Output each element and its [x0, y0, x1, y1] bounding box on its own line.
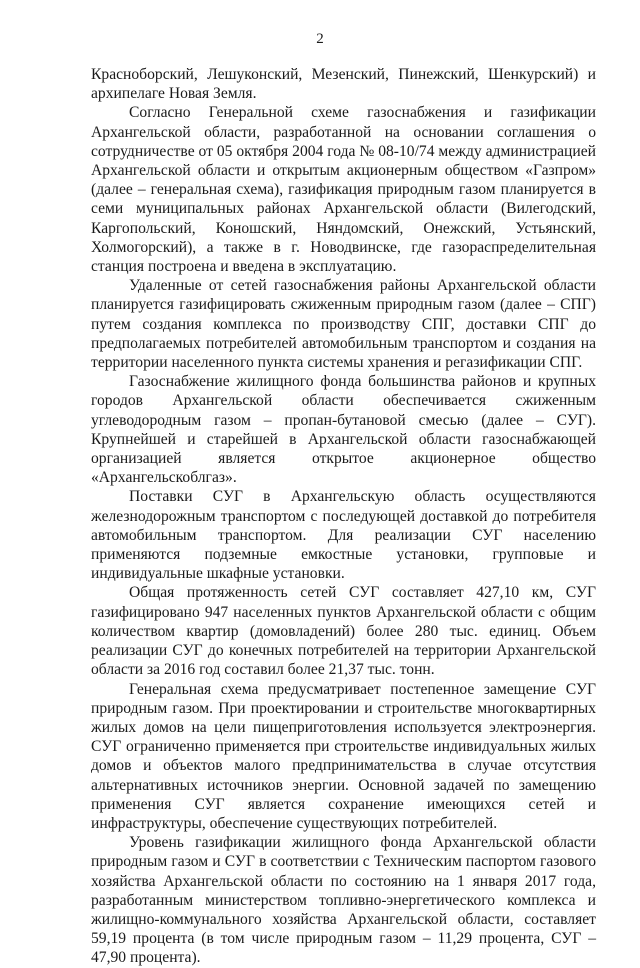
paragraph-lpg-supply: Газоснабжение жилищного фонда большинства районов и крупных городов Архангельской области обеспечивается сжиженным углеводородным газом – пропан-бутановой смесью (далее – СУГ). Крупнейшей и старейшей в Архангельской области газоснабжающей организацией является открытое акционерное общество «Архангельскоблгаз».: [91, 373, 596, 487]
paragraph-network-length: Общая протяженность сетей СУГ составляет 427,10 км, СУГ газифицировано 947 населенных пунктов Архангельской области с общим количеством квартир (домовладений) более 280 тыс. единиц. Объем реализации СУГ до конечных потребителей на территории Архангельской области за 2016 год составил более 21,37 тыс. тонн.: [91, 584, 596, 679]
paragraph-lng-plan: Удаленные от сетей газоснабжения районы Архангельской области планируется газифицировать сжиженным природным газом (далее – СПГ) путем создания комплекса по производству СПГ, доставки СПГ до предполагаемых потребителей автомобильным транспортом и создания на территории населенного пункта системы хранения и регазификации СПГ.: [91, 277, 596, 372]
paragraph-lpg-delivery: Поставки СУГ в Архангельскую область осуществляются железнодорожным транспортом с последующей доставкой до потребителя автомобильным транспортом. Для реализации СУГ населению применяются подземные емкостные установки, групповые и индивидуальные шкафные установки.: [91, 488, 596, 583]
paragraph-continuation: Красноборский, Лешуконский, Мезенский, Пинежский, Шенкурский) и архипелаге Новая Земля.: [91, 66, 596, 103]
paragraph-replacement: Генеральная схема предусматривает постепенное замещение СУГ природным газом. При проектировании и строительстве многоквартирных жилых домов на цели пищеприготовления используется электроэнергия. СУГ ограниченно применяется при строительстве индивидуальных жилых домов и объектов малого предпринимательства в случае отсутствия альтернативных источников энергии. Основной задачей по замещению применения СУГ является сохранение имеющихся сетей и инфраструктуры, обеспечение существующих потребителей.: [91, 680, 596, 832]
page-number: 2: [316, 31, 324, 47]
document-body: [91, 65, 596, 968]
paragraph-general-scheme: Согласно Генеральной схеме газоснабжения и газификации Архангельской области, разработанной на основании соглашения о сотрудничестве от 05 октября 2004 года № 08-10/74 между администрацией Архангельской области и открытым акционерным обществом «Газпром» (далее – генеральная схема), газификация природным газом планируется в семи муниципальных районах Архангельской области (Вилегодский, Каргопольский, Коношский, Няндомский, Онежский, Устьянский, Холмогорский), а также в г. Новодвинске, где газораспределительная станция построена и введена в эксплуатацию.: [91, 104, 596, 276]
paragraph-gasification-level: Уровень газификации жилищного фонда Архангельской области природным газом и СУГ в соответствии с Техническим паспортом газового хозяйства Архангельской области по состоянию на 1 января 2017 года, разработанным министерством топливно-энергетического комплекса и жилищно-коммунального хозяйства Архангельской области, составляет 59,19 процента (в том числе природным газом – 11,29 процента, СУГ – 47,90 процента).: [91, 834, 596, 967]
